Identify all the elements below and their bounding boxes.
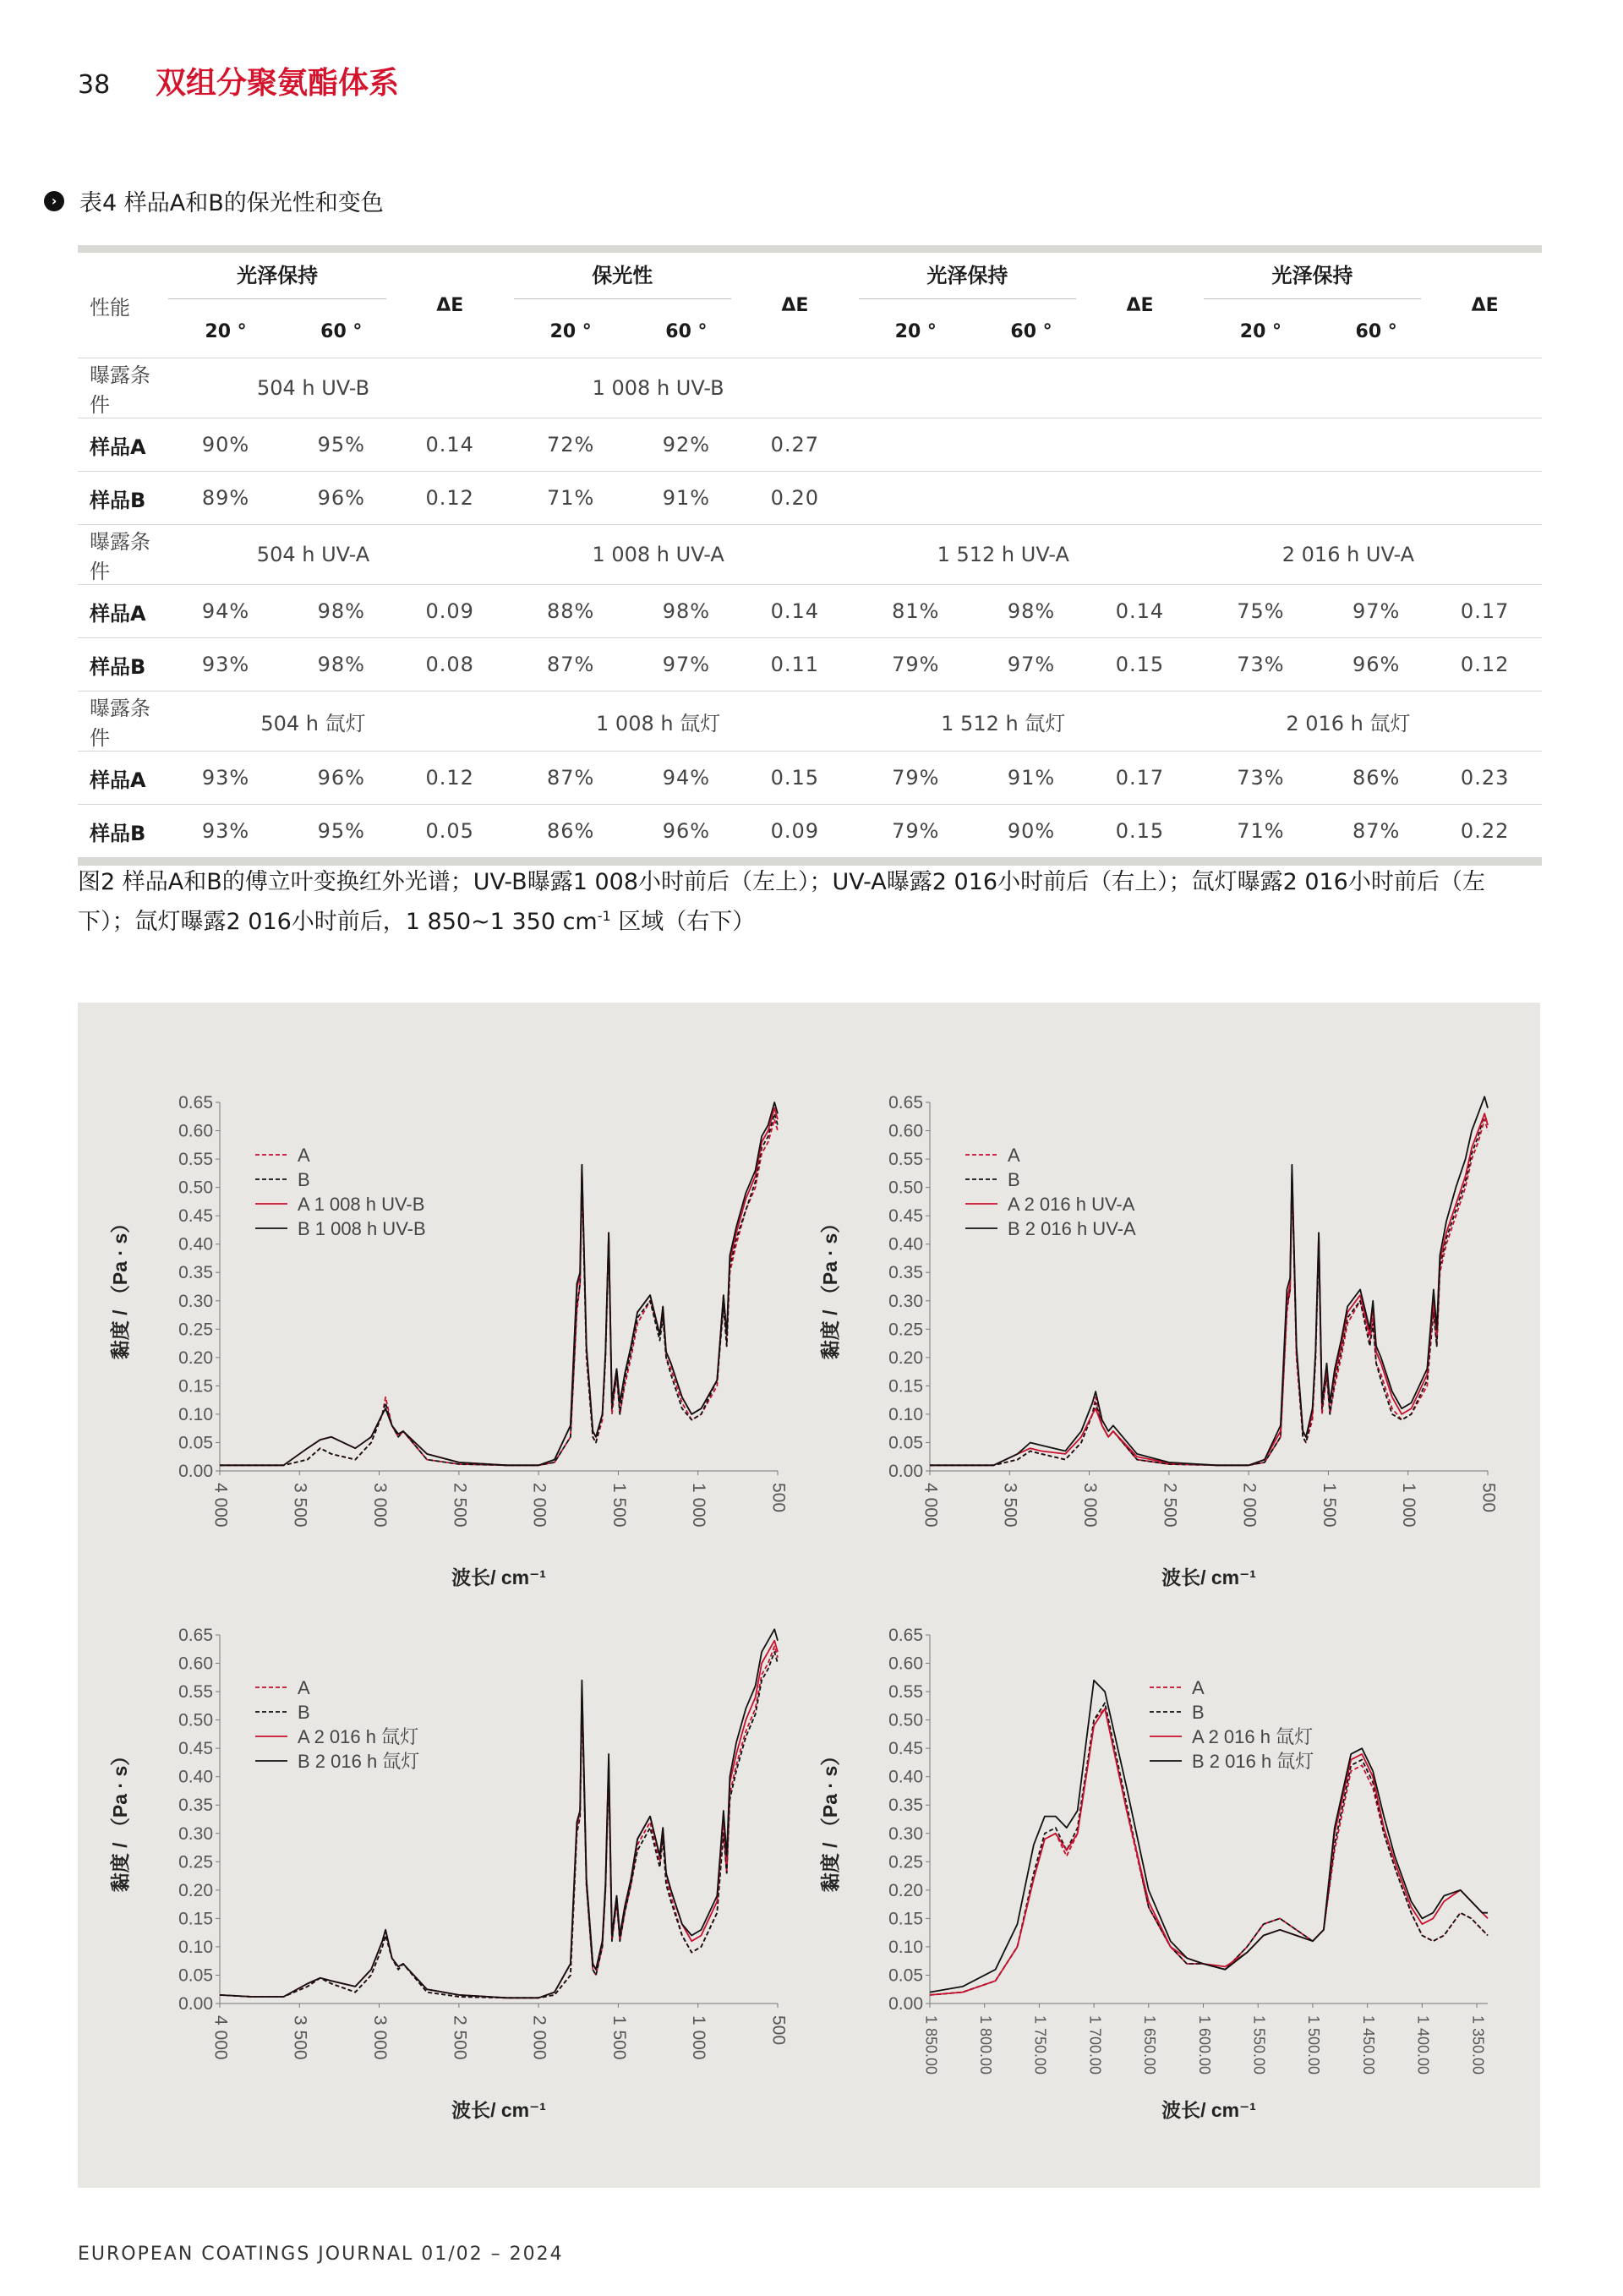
table-cell: 95% [317,433,365,456]
table-cell: 87% [1352,819,1401,843]
x-axis-label: 波长/ cm⁻¹ [451,1566,546,1588]
figure-caption-text: 图2 样品A和B的傅立叶变换红外光谱；UV-B曝露1 008小时前后（左上）；UV-A曝露2 016小时前后（右上）；氙灯曝露2 016小时前后（左下）；氙灯曝露2 016小时前后，1 850~1 350 cm [78,869,1485,935]
x-tick-label: 1 450.00 [1359,2015,1377,2075]
condition-value [1197,358,1542,418]
table-cell: 96% [1352,653,1401,676]
table-cell: 91% [1007,766,1056,790]
table-cell: 97% [1352,599,1401,623]
y-tick-label: 0.15 [178,1376,213,1397]
page-number: 38 [78,70,111,100]
x-tick-label: 1 500.00 [1305,2015,1323,2075]
table-row [78,805,1542,858]
sample-label: 样品A [90,435,146,459]
legend-label: B 2 016 h 氙灯 [1192,1751,1314,1772]
y-tick-label: 0.45 [888,1206,923,1227]
page-header [78,59,399,102]
table-cell: 73% [1237,653,1285,676]
x-tick-label: 2 500 [450,2015,470,2060]
x-tick-label: 3 500 [1000,1483,1020,1528]
table-cell: 95% [317,819,365,843]
header-angle-60: 60 ° [1355,320,1397,342]
y-tick-label: 0.60 [178,1654,213,1674]
legend-label: B [1192,1702,1205,1723]
header-property: 性能 [90,295,130,320]
table-row [78,638,1542,692]
y-tick-label: 0.60 [178,1121,213,1141]
x-tick-label: 1 350.00 [1469,2015,1487,2075]
y-tick-label: 0.65 [888,1093,923,1112]
exposure-condition-row [78,692,1542,752]
table-cell: 98% [317,653,365,676]
condition-value: 1 008 h UV-B [592,376,724,400]
x-tick-label: 4 000 [921,1483,941,1528]
header-angle-60: 60 ° [1010,320,1052,342]
header-group-3: 光泽保持 [852,253,1083,305]
x-tick-label: 500 [1478,1483,1499,1513]
table-cell: 93% [201,819,250,843]
y-tick-label: 0.35 [888,1796,923,1816]
y-axis-label: 黏度 / （Pa · s） [819,1746,841,1893]
y-tick-label: 0.25 [888,1320,923,1340]
table-cell: 0.14 [770,599,820,623]
y-axis-label: 黏度 / （Pa · s） [109,1746,131,1893]
sample-label: 样品A [90,601,146,626]
y-tick-label: 0.10 [888,1937,923,1957]
table-cell: 97% [1007,653,1056,676]
table-cell: 87% [547,766,595,790]
table-cell: 71% [547,486,595,510]
condition-value: 504 h 氙灯 [260,711,366,735]
y-axis-label: 黏度 / （Pa · s） [819,1213,841,1360]
header-delta-2: ΔE [781,294,809,316]
table-cell: 87% [547,653,595,676]
condition-label: 曝露条件 [90,530,150,583]
y-tick-label: 0.65 [178,1626,213,1645]
y-tick-label: 0.65 [178,1093,213,1112]
x-axis-label: 波长/ cm⁻¹ [1161,2099,1256,2121]
y-tick-label: 0.65 [888,1626,923,1645]
table-cell: 0.05 [425,819,474,843]
x-tick-label: 1 850.00 [922,2015,940,2075]
y-tick-label: 0.55 [178,1150,213,1170]
legend-label: A [298,1677,310,1698]
x-tick-label: 2 000 [529,2015,549,2060]
table-cell: 0.14 [425,433,474,456]
y-tick-label: 0.05 [888,1965,923,1986]
table-cell [1197,472,1325,525]
y-tick-label: 0.50 [178,1178,213,1198]
y-tick-label: 0.00 [178,1994,213,2014]
condition-value [852,358,1197,418]
table-top-rule [78,245,1542,253]
legend-label: A [1192,1677,1205,1698]
table-cell: 98% [662,599,711,623]
legend-label: A 2 016 h 氙灯 [1192,1726,1314,1747]
y-tick-label: 0.55 [178,1682,213,1703]
table-cell: 86% [1352,766,1401,790]
x-tick-label: 500 [768,2015,789,2046]
chart-2 [819,1093,1498,1588]
table-cell: 0.17 [1460,599,1510,623]
condition-label: 曝露条件 [90,364,150,417]
table-cell [852,418,980,472]
table-cell: 0.22 [1460,819,1510,843]
condition-value: 1 512 h UV-A [937,543,1069,566]
x-tick-label: 1 500 [609,1483,629,1528]
table-cell: 96% [662,819,711,843]
table-bottom-rule [78,858,1542,866]
header-delta-4: ΔE [1471,294,1499,316]
sample-label: 样品A [90,768,146,792]
table-cell: 0.15 [1115,653,1165,676]
chart-4 [819,1626,1488,2121]
table-cell: 0.09 [770,819,820,843]
sample-label: 样品B [90,654,146,679]
table-cell: 98% [1007,599,1056,623]
legend-label: A 1 008 h UV-B [298,1194,425,1215]
y-tick-label: 0.40 [888,1767,923,1787]
table-cell: 98% [317,599,365,623]
y-tick-label: 0.30 [888,1823,923,1844]
x-tick-label: 3 000 [370,2015,391,2060]
table-cell: 79% [892,653,940,676]
x-tick-label: 1 800.00 [976,2015,994,2075]
header-angle-20: 20 ° [549,320,592,342]
x-tick-label: 3 000 [370,1483,391,1528]
sample-label: 样品B [90,488,146,512]
table-cell: 94% [201,599,250,623]
table-cell: 93% [201,653,250,676]
chart-1 [109,1093,788,1588]
table-cell: 86% [547,819,595,843]
table-cell: 0.15 [1115,819,1165,843]
table-cell [1325,472,1428,525]
table-cell: 92% [662,433,711,456]
table-cell [852,472,980,525]
y-tick-label: 0.00 [178,1462,213,1481]
y-tick-label: 0.40 [888,1234,923,1255]
table-cell: 0.17 [1115,766,1165,790]
x-tick-label: 1 650.00 [1141,2015,1159,2075]
legend-label: B [298,1702,310,1723]
chevron-right-icon: › [44,191,64,211]
condition-value: 2 016 h 氙灯 [1286,711,1411,735]
y-tick-label: 0.10 [178,1937,213,1957]
series-line [930,1113,1488,1465]
condition-value: 504 h UV-B [256,376,370,400]
y-tick-label: 0.10 [888,1404,923,1424]
condition-value: 2 016 h UV-A [1281,543,1415,566]
x-tick-label: 3 500 [290,2015,310,2060]
figure-caption-end: 区域（右下） [610,909,756,935]
table-cell: 93% [201,766,250,790]
table-cell: 0.27 [770,433,820,456]
x-tick-label: 1 700.00 [1086,2015,1104,2075]
y-tick-label: 0.05 [888,1433,923,1453]
y-tick-label: 0.40 [178,1234,213,1255]
ftir-charts [78,1003,1540,2188]
y-tick-label: 0.50 [888,1710,923,1730]
legend-label: B [1008,1169,1020,1190]
table-row [78,752,1542,805]
table-cell: 0.15 [770,766,820,790]
table-cell: 73% [1237,766,1285,790]
table-cell: 90% [201,433,250,456]
table-cell: 94% [662,766,711,790]
legend-label: B 1 008 h UV-B [298,1218,426,1239]
table-cell [980,418,1083,472]
header-group-2: 保光性 [507,253,738,305]
footer: EUROPEAN COATINGS JOURNAL 01/02 – 2024 [78,2244,564,2265]
condition-value: 1 008 h UV-A [592,543,724,566]
condition-value: 504 h UV-A [256,543,370,566]
x-tick-label: 1 750.00 [1031,2015,1049,2075]
figure-caption-superscript: -1 [597,908,611,924]
header-angle-20: 20 ° [894,320,937,342]
table-cell: 97% [662,653,711,676]
series-line [220,1646,778,1998]
table-cell [1083,472,1197,525]
x-tick-label: 4 000 [210,2015,231,2060]
figure-caption [78,866,1540,939]
x-axis-label: 波长/ cm⁻¹ [451,2099,546,2121]
legend-label: B [298,1169,310,1190]
y-tick-label: 0.30 [178,1823,213,1844]
header-angle-60: 60 ° [320,320,363,342]
table-cell: 0.14 [1115,599,1165,623]
legend-label: B 2 016 h UV-A [1008,1218,1136,1239]
table-row [78,472,1542,525]
table-cell: 0.09 [425,599,474,623]
x-tick-label: 2 500 [450,1483,470,1528]
table-cell: 81% [892,599,940,623]
x-tick-label: 1 600.00 [1195,2015,1213,2075]
condition-value: 1 512 h 氙灯 [941,711,1066,735]
y-tick-label: 0.15 [888,1909,923,1929]
table-cell: 0.12 [1460,653,1510,676]
y-tick-label: 0.60 [888,1121,923,1141]
table-row [78,585,1542,638]
legend-label: A [1008,1145,1020,1166]
table-cell: 96% [317,766,365,790]
condition-value: 1 008 h 氙灯 [596,711,721,735]
y-tick-label: 0.50 [888,1178,923,1198]
table-cell [1325,418,1428,472]
y-tick-label: 0.50 [178,1710,213,1730]
y-tick-label: 0.20 [888,1348,923,1368]
y-tick-label: 0.30 [178,1291,213,1311]
table-cell: 0.23 [1460,766,1510,790]
table-cell: 72% [547,433,595,456]
y-tick-label: 0.05 [178,1965,213,1986]
data-table [78,253,1542,858]
y-tick-label: 0.25 [888,1852,923,1872]
table-cell [1428,472,1542,525]
y-tick-label: 0.10 [178,1404,213,1424]
table-cell: 96% [317,486,365,510]
table-cell [1083,418,1197,472]
table-cell: 0.20 [770,486,820,510]
legend-label: A 2 016 h UV-A [1008,1194,1135,1215]
y-tick-label: 0.55 [888,1150,923,1170]
y-tick-label: 0.20 [178,1348,213,1368]
y-axis-label: 黏度 / （Pa · s） [109,1213,131,1360]
header-delta-1: ΔE [436,294,464,316]
table-cell: 89% [201,486,250,510]
exposure-condition-row [78,525,1542,585]
x-tick-label: 2 000 [1239,1483,1260,1528]
header-delta-3: ΔE [1126,294,1154,316]
legend-label: A [298,1145,310,1166]
x-tick-label: 500 [768,1483,789,1513]
y-tick-label: 0.20 [888,1880,923,1900]
header-angle-20: 20 ° [1239,320,1282,342]
table-row [78,418,1542,472]
y-tick-label: 0.35 [178,1796,213,1816]
legend-label: B 2 016 h 氙灯 [298,1751,420,1772]
x-tick-label: 1 000 [1399,1483,1419,1528]
header-angle-60: 60 ° [665,320,708,342]
table-cell: 79% [892,766,940,790]
table-cell: 88% [547,599,595,623]
table-cell [1428,418,1542,472]
x-tick-label: 4 000 [210,1483,231,1528]
x-tick-label: 1 550.00 [1250,2015,1268,2075]
y-tick-label: 0.35 [178,1263,213,1283]
y-tick-label: 0.55 [888,1682,923,1703]
x-tick-label: 1 500 [609,2015,629,2060]
y-tick-label: 0.15 [888,1376,923,1397]
x-tick-label: 3 500 [290,1483,310,1528]
x-tick-label: 2 000 [529,1483,549,1528]
x-tick-label: 1 000 [689,2015,709,2060]
header-group-1: 光泽保持 [161,253,392,305]
table-cell: 91% [662,486,711,510]
table-cell [1197,418,1325,472]
table-title: 表4 样品A和B的保光性和变色 [79,190,384,216]
sample-label: 样品B [90,821,146,845]
table-cell: 90% [1007,819,1056,843]
y-tick-label: 0.45 [178,1206,213,1227]
x-tick-label: 1 500 [1319,1483,1339,1528]
exposure-condition-row [78,358,1542,418]
table-cell: 75% [1237,599,1285,623]
legend-label: A 2 016 h 氙灯 [298,1726,419,1747]
table-cell: 71% [1237,819,1285,843]
header-group-4: 光泽保持 [1197,253,1428,305]
x-tick-label: 1 000 [689,1483,709,1528]
y-tick-label: 0.15 [178,1909,213,1929]
y-tick-label: 0.60 [888,1654,923,1674]
header-angle-20: 20 ° [205,320,247,342]
table-cell: 0.08 [425,653,474,676]
y-tick-label: 0.25 [178,1320,213,1340]
x-tick-label: 2 500 [1160,1483,1180,1528]
x-axis-label: 波长/ cm⁻¹ [1161,1566,1256,1588]
x-tick-label: 3 000 [1080,1483,1101,1528]
table-cell: 0.12 [425,766,474,790]
y-tick-label: 0.40 [178,1767,213,1787]
table-cell: 0.12 [425,486,474,510]
chart-3 [109,1626,788,2121]
y-tick-label: 0.00 [888,1462,923,1481]
condition-label: 曝露条件 [90,697,150,750]
figure-panel [78,1003,1540,2188]
y-tick-label: 0.05 [178,1433,213,1453]
section-title: 双组分聚氨酯体系 [156,66,400,101]
table-cell [980,472,1083,525]
table-cell: 0.11 [770,653,820,676]
y-tick-label: 0.25 [178,1852,213,1872]
y-tick-label: 0.20 [178,1880,213,1900]
x-tick-label: 1 400.00 [1414,2015,1432,2075]
table-cell: 79% [892,819,940,843]
y-tick-label: 0.35 [888,1263,923,1283]
gloss-retention-table [78,245,1542,866]
table-heading [44,184,384,217]
y-tick-label: 0.45 [178,1739,213,1759]
y-tick-label: 0.00 [888,1994,923,2014]
y-tick-label: 0.45 [888,1739,923,1759]
y-tick-label: 0.30 [888,1291,923,1311]
